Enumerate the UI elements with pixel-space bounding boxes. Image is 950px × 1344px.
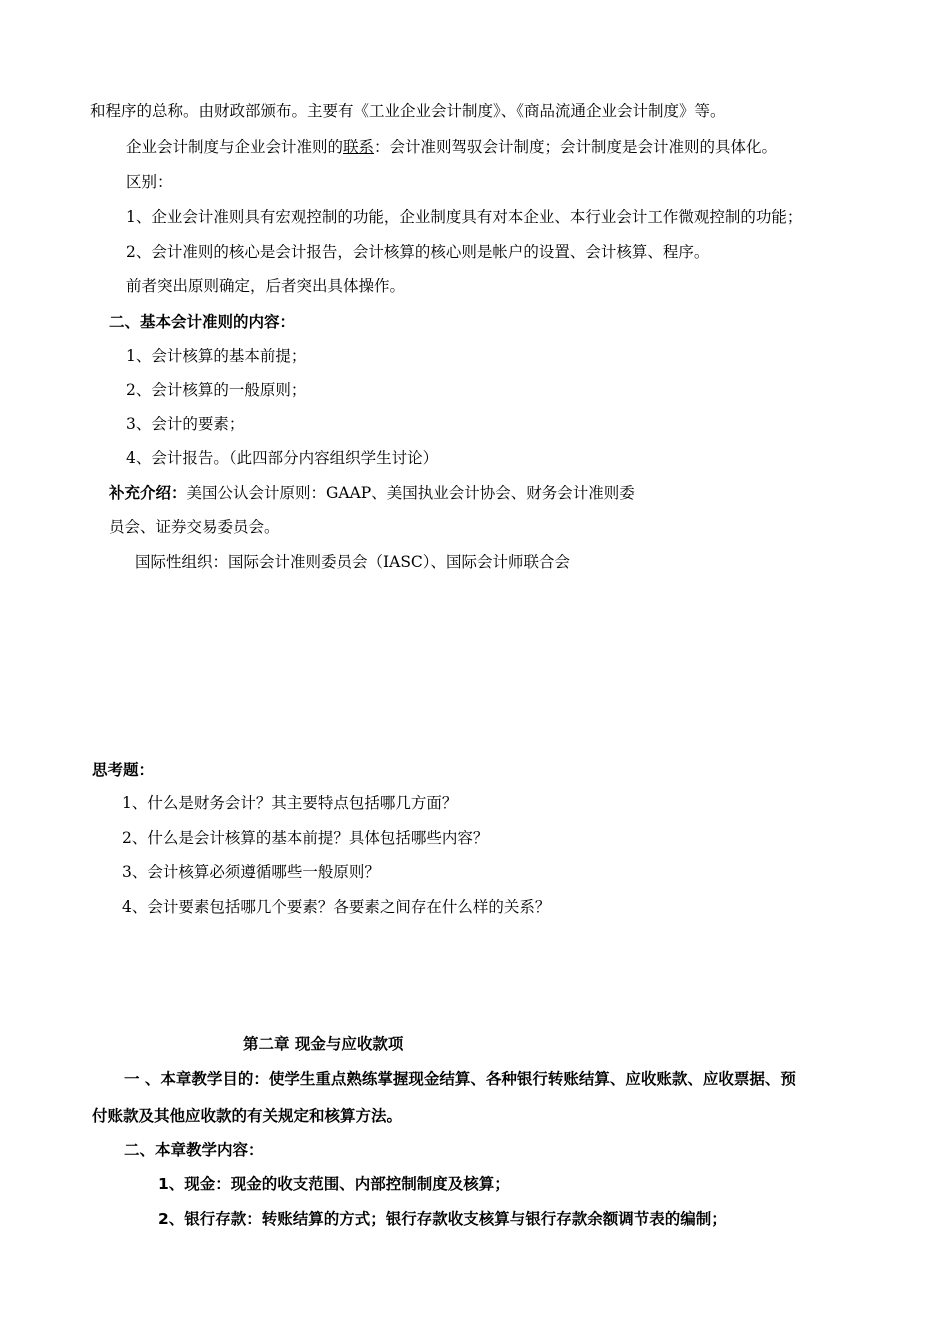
- list-item: 4、会计报告。（此四部分内容组织学生讨论）: [126, 449, 439, 467]
- list-item: 1、会计核算的基本前提；: [126, 347, 307, 365]
- question-item: 3、会计核算必须遵循哪些一般原则？: [122, 863, 380, 881]
- supplement-paragraph: [109, 483, 635, 503]
- list-item: 1、企业会计准则具有宏观控制的功能，企业制度具有对本企业、本行业会计工作微观控制的功能；: [126, 208, 803, 226]
- relation-keyword: 联系: [343, 138, 375, 156]
- content-heading: 二、本章教学内容：: [124, 1141, 264, 1159]
- chapter-title: 第二章 现金与应收款项: [243, 1035, 404, 1053]
- section-heading: 二、基本会计准则的内容：: [109, 313, 296, 331]
- list-item: 2、会计核算的一般原则；: [126, 381, 307, 399]
- paragraph-line: 和程序的总称。由财政部颁布。主要有《工业企业会计制度》、《商品流通企业会计制度》等。: [90, 102, 726, 120]
- supplement-continuation: 员会、证券交易委员会。: [109, 518, 280, 536]
- question-item: 1、什么是财务会计？其主要特点包括哪几方面？: [122, 794, 458, 812]
- list-item: 3、会计的要素；: [126, 415, 245, 433]
- relation-before: 企业会计制度与企业会计准则的: [126, 138, 344, 156]
- question-item: 2、什么是会计核算的基本前提？具体包括哪些内容？: [122, 829, 489, 847]
- relation-after: ：会计准则驾驭会计制度；会计制度是会计准则的具体化。: [374, 138, 778, 156]
- objective-continuation: 付账款及其他应收款的有关规定和核算方法。: [92, 1107, 403, 1125]
- supplement-text: 美国公认会计原则：GAAP、美国执业会计协会、财务会计准则委: [186, 484, 635, 502]
- relation-statement: [126, 137, 777, 157]
- supplement-label: 补充介绍：: [109, 484, 187, 502]
- question-item: 4、会计要素包括哪几个要素？各要素之间存在什么样的关系？: [122, 898, 551, 916]
- list-item: 2、会计准则的核心是会计报告，会计核算的核心则是帐户的设置、会计核算、程序。: [126, 243, 710, 261]
- content-item: 1、现金：现金的收支范围、内部控制制度及核算；: [158, 1175, 510, 1193]
- objective-line: 一 、本章教学目的：使学生重点熟练掌握现金结算、各种银行转账结算、应收账款、应收票据、预: [124, 1070, 796, 1088]
- questions-heading: 思考题：: [92, 761, 155, 779]
- difference-summary: 前者突出原则确定，后者突出具体操作。: [126, 277, 406, 295]
- difference-label: 区别：: [126, 173, 173, 191]
- content-item: 2、银行存款：转账结算的方式；银行存款收支核算与银行存款余额调节表的编制；: [158, 1210, 727, 1228]
- intl-org-line: 国际性组织：国际会计准则委员会（IASC）、国际会计师联合会: [135, 553, 571, 571]
